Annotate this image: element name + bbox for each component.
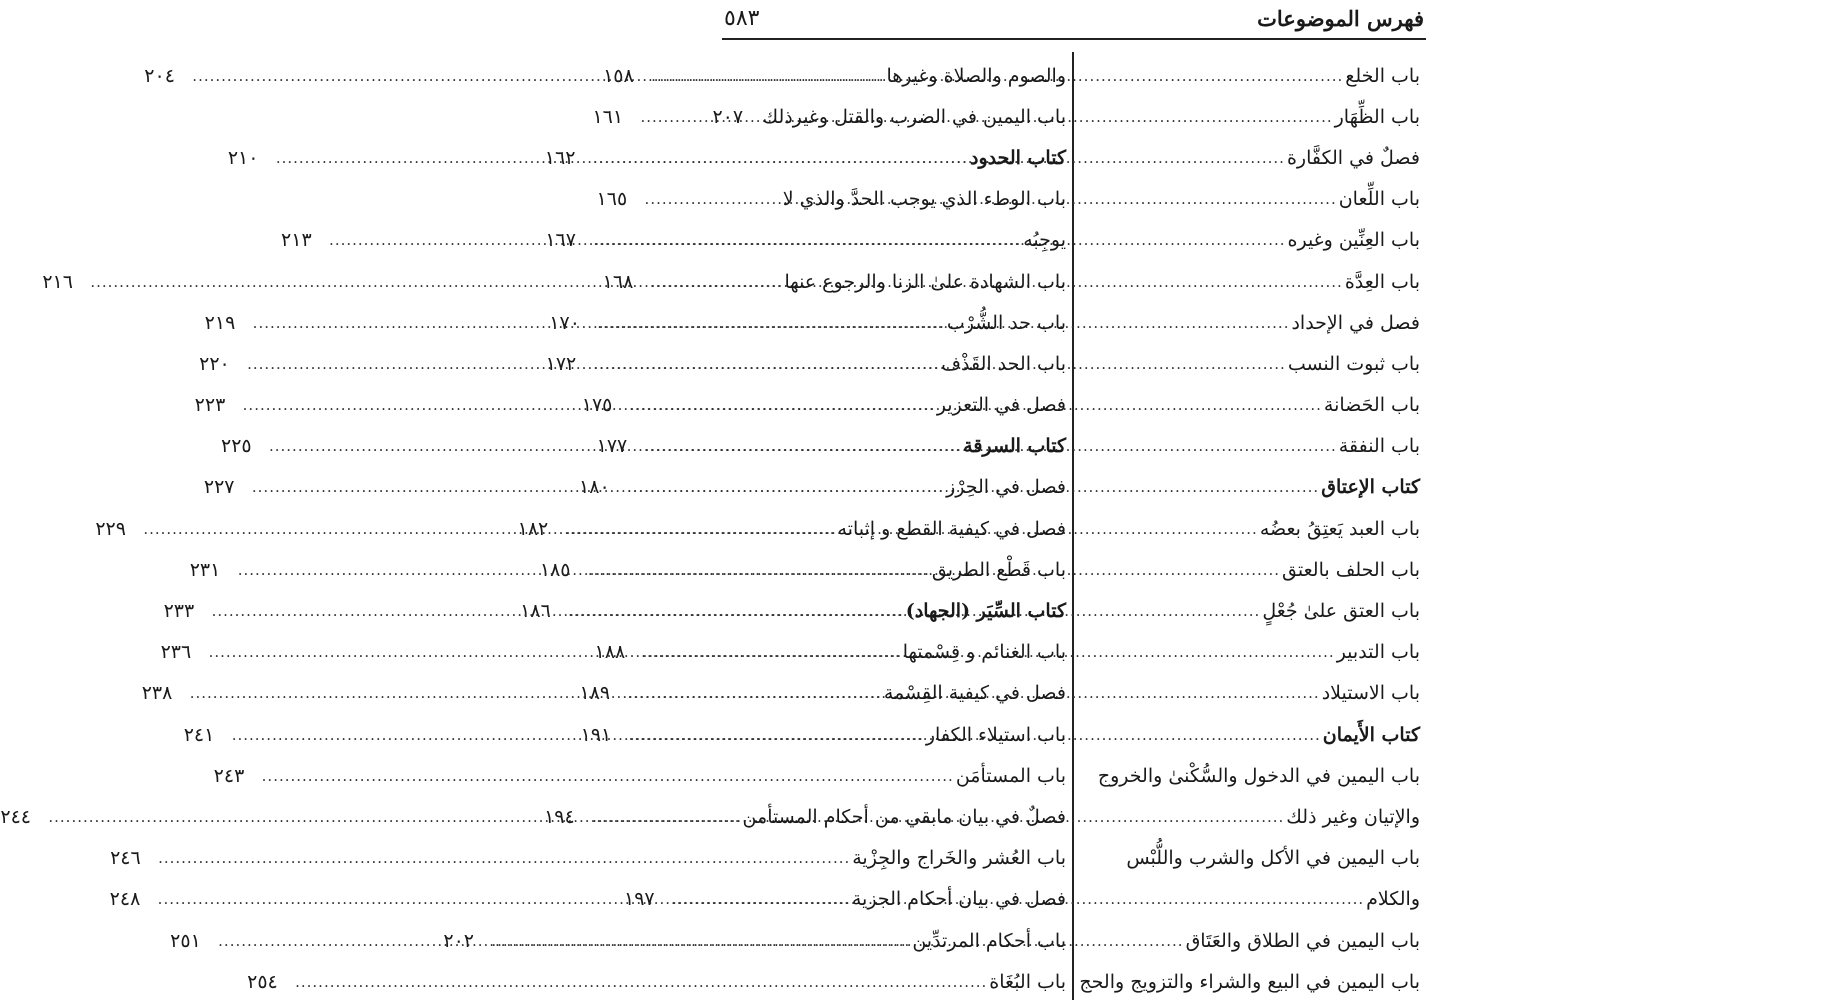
toc-entry-page-number: ١٨٦ [520,600,551,623]
toc-entry-title: باب النفقة [1338,435,1420,458]
toc-entry [213,755,1066,796]
toc-entry-page-number: ٢٤٣ [213,764,245,787]
dot-leader [247,352,939,375]
toc-entry-title: باب الظِّهَار [1334,105,1420,128]
toc-entry-page-number: ٢٠٧ [712,105,744,128]
toc-entry-book-title: كتاب الإعتاق [1321,476,1420,499]
toc-entry-title: فصل في كيفية القِسْمة [883,682,1066,705]
toc-entry-page-number: ٢٤٦ [110,847,141,870]
toc-entry-title: باب الحد القَذْف [941,352,1066,375]
toc-entry-title: فصلٌ في بيان مابقي من أحكام المستأمن [742,805,1066,828]
page-header [722,2,1426,40]
toc-entry-title: فصلٌ في الكفَّارة [1286,146,1420,169]
toc-entry-page-number: ٢١٦ [42,270,73,293]
toc-entry-page-number: ١٨٥ [539,558,571,581]
toc-entry [724,179,1066,220]
toc-entry-page-number: ١٨٢ [517,517,549,540]
toc-entry-page-number: ٢٤١ [183,723,215,746]
toc-entry-title: باب الشهادة علىٰ الزنا والرجوع عنها [784,270,1066,293]
toc-entry-title: باب التدبير [1336,641,1420,664]
toc-entry-page-number: ٢٠٢ [443,929,475,952]
toc-entry-page-number: ١٧٠ [549,311,580,334]
toc-entry-book-title: كتاب الحدود [969,146,1066,169]
toc-entry-title: والصوم والصلاة وغيرها [886,64,1066,87]
toc-entry-title: فصل في التعزير [936,394,1066,417]
toc-entry-title: باب العِنِّين وغيره [1287,229,1420,252]
toc-entry-page-number: ٢٢٥ [220,435,252,458]
toc-entry-page-number: ٢٣٨ [141,682,173,705]
toc-entry-page-number: ٢١٠ [227,146,259,169]
toc-entry [110,838,1066,879]
toc-entry [1092,755,1420,796]
dot-leader [295,973,987,991]
dot-leader [329,229,1021,252]
toc-entry-page-number: ١٦٢ [544,146,576,169]
toc-entry [1092,838,1420,879]
toc-entry-page-number: ١٦١ [592,105,624,128]
dot-leader [190,682,882,705]
toc-entry [712,96,1066,137]
dot-leader [243,394,935,417]
toc-entry-title: فصل في الإحداد [1291,311,1420,334]
toc-entry-book-title: كتاب الأَيمان [1322,723,1420,746]
dot-leader [158,888,850,911]
toc-entry-page-number: ٢١٩ [204,311,236,334]
toc-entry-page-number: ١٩٧ [623,888,655,911]
toc-entry-title: باب اللِّعان [1338,188,1420,211]
toc-entry-page-number: ١٦٥ [596,188,628,211]
toc-entry-page-number: ١٥٨ [603,64,634,87]
toc-entry-title: فصل في الحِرْز [946,476,1066,499]
dot-leader [209,641,901,664]
toc-entry-title: باب الخلع [1345,64,1420,87]
toc-entry-title: فصل في بيان أحكام الجزية [851,888,1066,911]
toc-entry-title: باب العُشر والخَراج والجِزْية [852,847,1066,870]
toc-entry-title: باب الوطء الذي يوجب الحدَّ والذي لا [782,188,1066,211]
dot-leader [48,805,740,828]
toc-entry-title: باب العبد يَعتِقُ بعضُه [1259,517,1420,540]
page-title: فهرس الموضوعات [1257,6,1424,31]
toc-entry-title: باب الحَضانة [1323,394,1420,417]
dot-leader [252,476,944,499]
toc-entry-title: باب الحلف بالعتق [1282,558,1420,581]
toc-entry-title: باب حد الشُّرْب [946,311,1066,334]
toc-entry-page-number: ٢٢٣ [194,394,226,417]
dot-leader [253,311,945,334]
dot-leader [276,146,968,169]
toc-entry-title: باب العتق علىٰ جُعْلٍ [1262,600,1420,623]
toc-entry-page-number: ١٨٨ [594,641,626,664]
page-number: ٥٨٣ [724,6,760,31]
toc-entry-title: يوجِبُه [1023,229,1066,252]
toc-entry-title: باب المستأمَن [955,764,1066,787]
toc-entry-page-number: ٢١٣ [281,229,312,252]
toc-entry-title: باب استيلاء الكفار [925,723,1066,746]
dot-leader [212,600,904,623]
toc-entry-title: باب الغنائم و قِسْمتها [902,641,1066,664]
toc-entry-page-number: ١٧٢ [545,352,577,375]
toc-entry [1079,961,1420,1002]
toc-entry-page-number: ١٦٧ [545,229,576,252]
toc-entry-title: باب أحكام المرتدِّين [912,929,1066,952]
toc-entry-title: والإتيان وغير ذلك [1286,805,1420,828]
toc-entry-title: باب العِدَّة [1344,270,1420,293]
toc-entry-page-number: ٢٥٤ [247,970,278,993]
toc-entry-page-number: ٢٣١ [189,558,221,581]
dot-leader [218,929,910,952]
toc-entry-title: باب اليمين في الضرب والقتل وغيرذلك [762,105,1066,128]
toc-entry-page-number: ١٩١ [580,723,612,746]
toc-entry-book-title: كتاب السِّيَر (الجهاد) [905,600,1066,623]
toc-entry-title: فصل في كيفية القطع و إثباته [837,517,1066,540]
toc-entry [247,961,1066,1002]
toc-entry-title: باب اليمين في الطلاق والعَتَاق [1185,929,1420,952]
dot-leader [143,517,835,540]
dot-leader [269,435,961,458]
dot-leader [232,723,924,746]
toc-entry-page-number: ١٧٧ [596,435,628,458]
toc-entry-page-number: ٢٣٣ [163,600,195,623]
toc-entry-page-number: ١٨٠ [579,476,610,499]
dot-leader [158,849,850,867]
dot-leader [90,270,782,293]
toc-entry-title: باب اليمين في الدخول والسُّكْنىٰ والخروج [1097,764,1420,787]
toc-entry-title: باب اليمين في البيع والشراء والتزويج والحج [1079,970,1420,993]
toc-entry-title: والكلام [1366,888,1420,911]
toc-entry-page-number: ٢٠٤ [144,64,175,87]
dot-leader [262,767,954,785]
toc-entry-page-number: ٢٢٩ [95,517,126,540]
toc-entry-page-number: ٢٥١ [170,929,201,952]
toc-entry-title: باب ثبوت النسب [1287,352,1420,375]
toc-entry-page-number: ٢٤٤ [0,805,31,828]
dot-leader [238,558,930,581]
dot-leader [192,64,884,87]
toc-entry-page-number: ١٨٩ [579,682,611,705]
toc-entry-page-number: ٢٢٠ [199,352,230,375]
toc-entry-title: باب قَطْع الطريق [931,558,1066,581]
toc-entry-page-number: ١٩٤ [544,805,575,828]
toc-entry-title: باب الاستيلاد [1321,682,1420,705]
toc-entry-title: باب اليمين في الأكل والشرب واللُّبْس [1126,847,1420,870]
toc-entry-page-number: ٢٣٦ [160,641,192,664]
toc-entry-page-number: ٢٤٨ [109,888,141,911]
toc-entry-book-title: كتاب السرقة [963,435,1066,458]
toc-entry-title: باب البُغَاة [989,970,1066,993]
toc-entry-page-number: ١٦٨ [602,270,634,293]
toc-entry-page-number: ٢٢٧ [203,476,235,499]
toc-entry-page-number: ١٧٥ [581,394,613,417]
